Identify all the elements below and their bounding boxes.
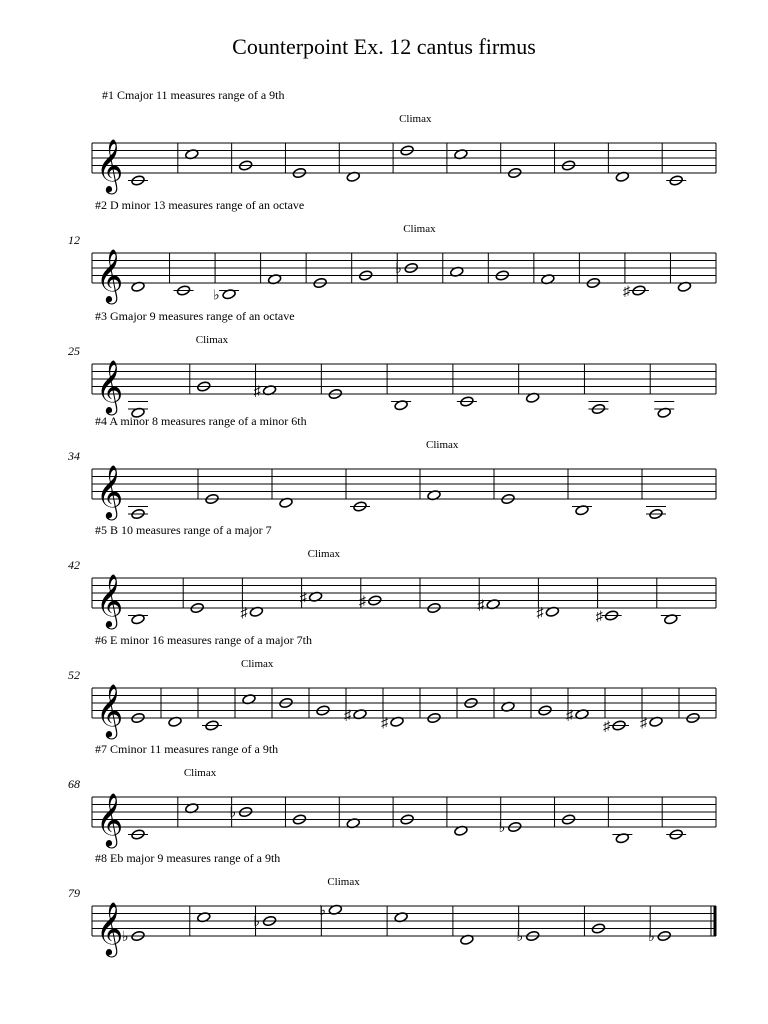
system-heading: #6 E minor 16 measures range of a major 7th bbox=[95, 633, 312, 647]
staff-system bbox=[68, 198, 716, 304]
treble-clef-icon: 𝄞 bbox=[96, 575, 124, 626]
treble-clef-icon: 𝄞 bbox=[96, 794, 124, 845]
flat-icon: ♭ bbox=[229, 806, 237, 821]
staff-system bbox=[68, 742, 716, 848]
sharp-icon: ♯ bbox=[344, 708, 351, 724]
flat-icon: ♭ bbox=[253, 915, 261, 930]
sharp-icon: ♯ bbox=[640, 715, 647, 731]
treble-clef-icon: 𝄞 bbox=[96, 466, 124, 517]
staff-system bbox=[67, 414, 716, 520]
flat-icon: ♭ bbox=[498, 821, 506, 836]
system-heading: #1 Cmajor 11 measures range of a 9th bbox=[102, 88, 285, 102]
climax-label: Climax bbox=[307, 548, 340, 560]
flat-icon: ♭ bbox=[648, 930, 655, 945]
treble-clef-icon: 𝄞 bbox=[96, 685, 124, 736]
sharp-icon: ♯ bbox=[240, 605, 248, 621]
sharp-icon: ♯ bbox=[603, 719, 610, 735]
sharp-icon: ♯ bbox=[536, 605, 544, 621]
climax-label: Climax bbox=[195, 334, 229, 346]
sharp-icon: ♯ bbox=[358, 594, 366, 610]
measure-number: 42 bbox=[68, 558, 80, 572]
staff-system bbox=[92, 88, 716, 194]
climax-label: Climax bbox=[327, 876, 360, 888]
measure-number: 25 bbox=[68, 344, 80, 358]
flat-icon: ♭ bbox=[213, 288, 220, 304]
flat-icon: ♭ bbox=[395, 262, 402, 277]
treble-clef-icon: 𝄞 bbox=[96, 903, 124, 954]
sharp-icon: ♯ bbox=[566, 708, 573, 724]
measure-number: 79 bbox=[68, 886, 80, 900]
page-title: Counterpoint Ex. 12 cantus firmus bbox=[232, 34, 536, 59]
staff-system bbox=[68, 851, 716, 957]
sharp-icon: ♯ bbox=[381, 715, 388, 731]
treble-clef-icon: 𝄞 bbox=[96, 361, 124, 412]
flat-icon: ♭ bbox=[319, 903, 326, 919]
sharp-icon: ♯ bbox=[299, 590, 307, 606]
sharp-icon: ♯ bbox=[595, 609, 603, 625]
climax-label: Climax bbox=[183, 767, 217, 779]
climax-label: Climax bbox=[399, 113, 432, 125]
treble-clef-icon: 𝄞 bbox=[96, 140, 124, 191]
system-heading: #7 Cminor 11 measures range of a 9th bbox=[95, 742, 279, 756]
system-heading: #2 D minor 13 measures range of an octave bbox=[95, 198, 305, 212]
system-heading: #4 A minor 8 measures range of a minor 6th bbox=[95, 414, 307, 428]
staff-system bbox=[68, 309, 716, 418]
climax-label: Climax bbox=[241, 658, 274, 670]
system-heading: #8 Eb major 9 measures range of a 9th bbox=[95, 851, 281, 865]
sharp-icon: ♯ bbox=[253, 384, 261, 400]
staff-system bbox=[68, 633, 716, 739]
measure-number: 34 bbox=[68, 449, 80, 463]
measure-number: 12 bbox=[68, 233, 80, 247]
flat-icon: ♭ bbox=[122, 930, 129, 945]
sharp-icon: ♯ bbox=[622, 284, 630, 300]
climax-label: Climax bbox=[426, 439, 459, 451]
flat-icon: ♭ bbox=[516, 930, 524, 945]
treble-clef-icon: 𝄞 bbox=[96, 250, 124, 301]
measure-number: 68 bbox=[68, 777, 80, 791]
system-heading: #5 B 10 measures range of a major 7 bbox=[95, 523, 272, 537]
climax-label: Climax bbox=[403, 223, 436, 235]
system-heading: #3 Gmajor 9 measures range of an octave bbox=[95, 309, 295, 323]
measure-number: 52 bbox=[68, 668, 80, 682]
sharp-icon: ♯ bbox=[477, 598, 485, 614]
staff-system bbox=[68, 523, 716, 629]
